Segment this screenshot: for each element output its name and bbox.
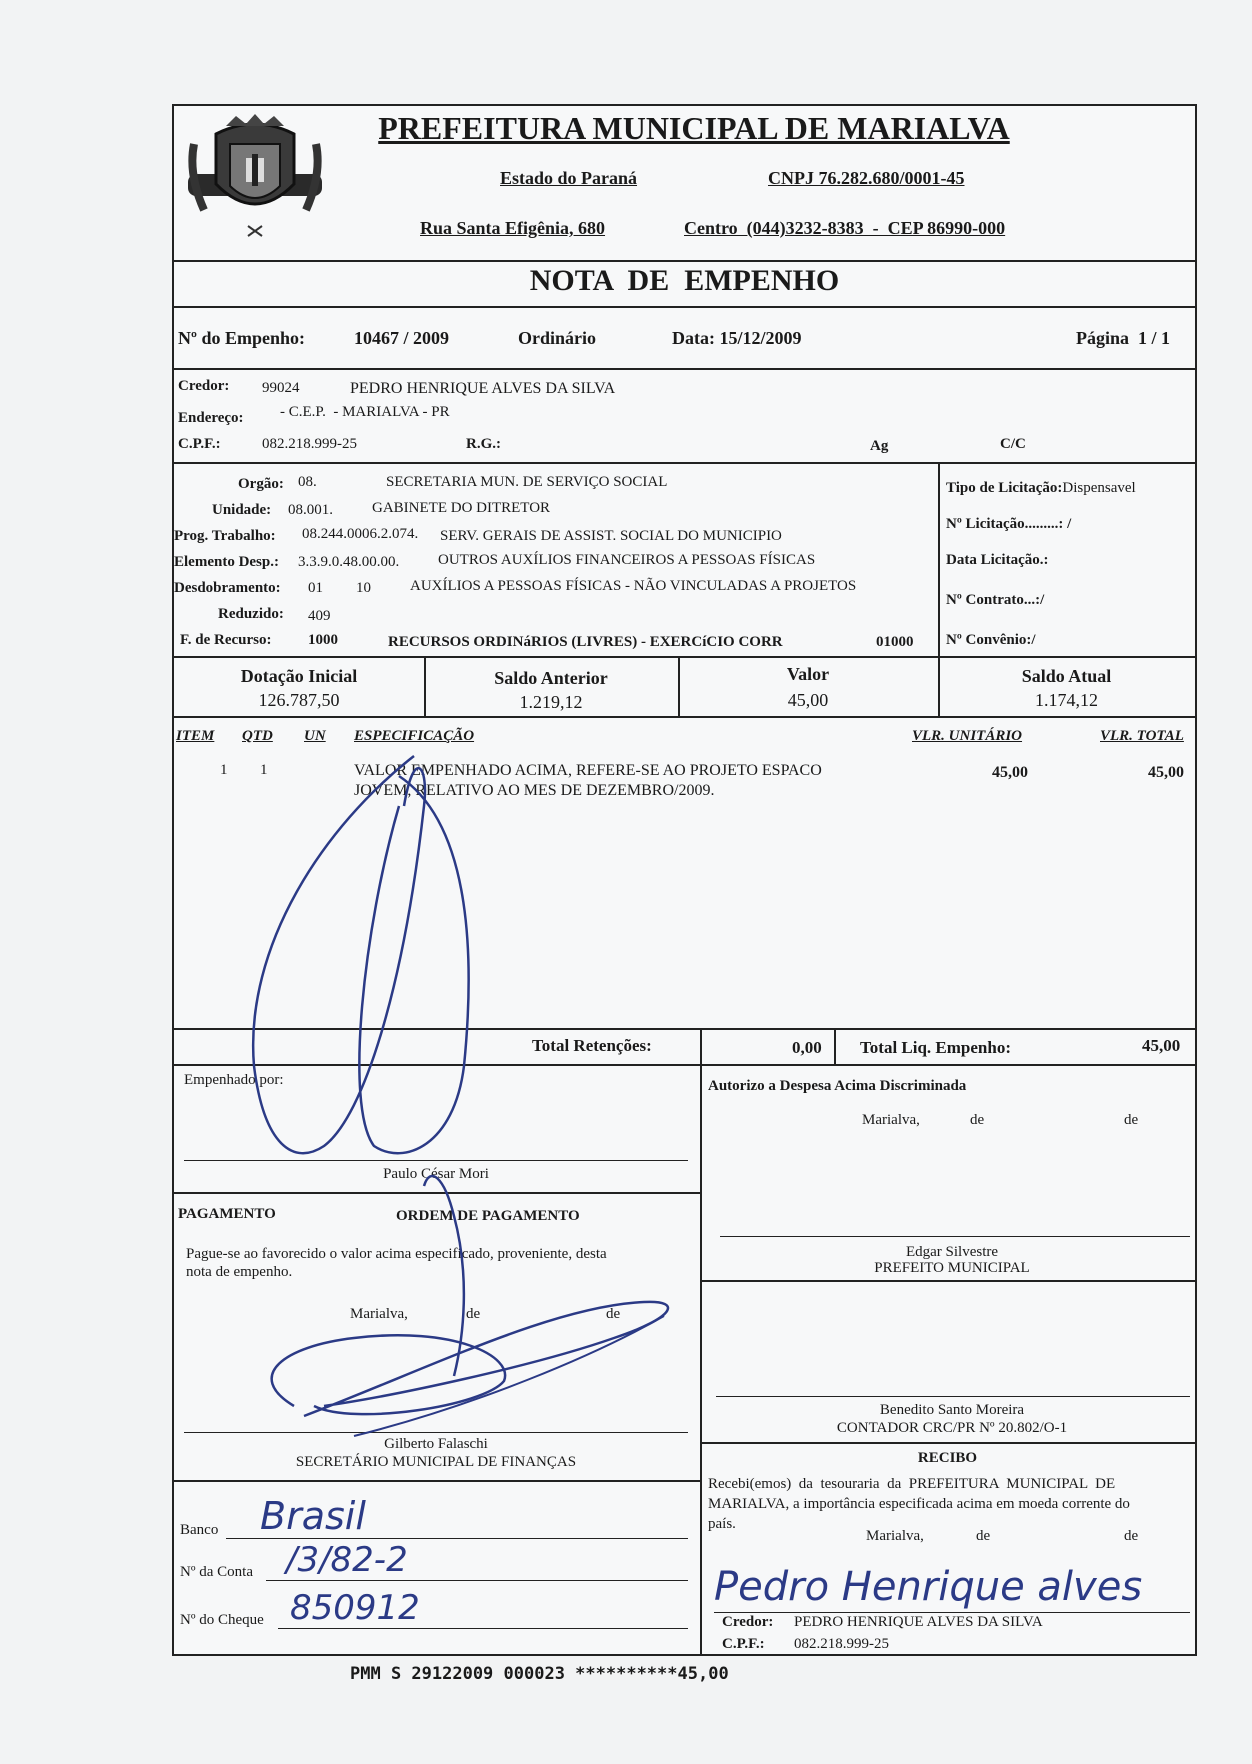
licitacao-type: Tipo de Licitação:Dispensavel — [946, 480, 1136, 496]
pague-se-line2: nota de empenho. — [186, 1264, 293, 1280]
empenhado-por-label: Empenhado por: — [184, 1072, 284, 1088]
saldo-atual-label: Saldo Atual — [1021, 666, 1112, 686]
empenho-date: Data: 15/12/2009 — [672, 328, 802, 348]
reduzido-value: 409 — [308, 608, 331, 624]
col-vlr-unitario: VLR. UNITÁRIO — [912, 728, 1023, 744]
licitacao-number: Nº Licitação.........: / — [946, 516, 1072, 532]
prefeito-name: Edgar Silvestre — [905, 1244, 999, 1260]
elemento-code: 3.3.9.0.48.00.00. — [298, 554, 400, 570]
licitacao-date: Data Licitação.: — [946, 552, 1049, 568]
credor-label: Credor: — [178, 378, 230, 394]
empenho-number: 10467 / 2009 — [354, 328, 450, 348]
col-especificacao: ESPECIFICAÇÃO — [354, 728, 475, 744]
recibo-title: RECIBO — [917, 1450, 978, 1466]
prefeito-title: PREFEITO MUNICIPAL — [874, 1260, 1030, 1276]
col-qtd: QTD — [242, 728, 273, 744]
address-label: Rua Santa Efigênia, 680 — [420, 218, 606, 238]
item-qty: 1 — [260, 762, 268, 778]
cpf-label: C.P.F.: — [178, 436, 221, 452]
contract-number: Nº Contrato...:/ — [946, 592, 1045, 608]
credor-code: 99024 — [262, 380, 300, 396]
total-retencoes-label: Total Retenções: — [532, 1036, 652, 1055]
cheque-label: Nº do Cheque — [180, 1612, 264, 1628]
elemento-desc: OUTROS AUXÍLIOS FINANCEIROS A PESSOAS FÍSICAS — [438, 552, 816, 568]
empenho-type: Ordinário — [518, 328, 597, 348]
unidade-label: Unidade: — [212, 502, 272, 518]
item-unit-value: 45,00 — [992, 764, 1028, 781]
fonte-desc: RECURSOS ORDINáRIOS (LIVRES) - EXERCíCIO CORR — [388, 634, 783, 650]
convenio-number: Nº Convênio:/ — [946, 632, 1036, 648]
orgao-desc: SECRETARIA MUN. DE SERVIÇO SOCIAL — [386, 474, 668, 490]
elemento-label: Elemento Desp.: — [174, 554, 279, 570]
empenho-form — [172, 104, 1197, 1656]
pagamento-label: PAGAMENTO — [178, 1206, 276, 1222]
saldo-atual-value: 1.174,12 — [1035, 690, 1098, 710]
valor-label: Valor — [786, 664, 830, 684]
recibo-cpf-value: 082.218.999-25 — [794, 1636, 889, 1652]
contador-title: CONTADOR CRC/PR Nº 20.802/O-1 — [836, 1420, 1068, 1436]
pague-se-line1: Pague-se ao favorecido o valor acima especificado, proveniente, desta — [186, 1246, 607, 1262]
autoriza-de-2: de — [1124, 1112, 1139, 1128]
total-liquido-value: 45,00 — [1142, 1036, 1181, 1055]
saldo-anterior-value: 1.219,12 — [519, 692, 583, 712]
recibo-line3: país. — [708, 1516, 736, 1532]
orgao-code: 08. — [298, 474, 317, 490]
fonte-num: 01000 — [876, 634, 914, 650]
autoriza-label: Autorizo a Despesa Acima Discriminada — [708, 1078, 967, 1094]
prog-desc: SERV. GERAIS DE ASSIST. SOCIAL DO MUNICIPIO — [440, 528, 782, 544]
fonte-label: F. de Recurso: — [180, 632, 272, 648]
address-field-value: - C.E.P. - MARIALVA - PR — [280, 404, 450, 420]
recibo-line1: Recebi(emos) da tesouraria da PREFEITURA MUNICIPAL DE — [708, 1476, 1116, 1492]
saldo-anterior-label: Saldo Anterior — [494, 668, 608, 688]
desdobramento-a: 01 — [308, 580, 323, 596]
autoriza-de-1: de — [970, 1112, 985, 1128]
recibo-line2: MARIALVA, a importância especificada acima em moeda corrente do — [708, 1496, 1130, 1512]
pagamento-de-1: de — [466, 1306, 481, 1322]
reduzido-label: Reduzido: — [218, 606, 284, 622]
total-retencoes-value: 0,00 — [792, 1038, 822, 1057]
unidade-code: 08.001. — [288, 502, 333, 518]
secretario-title: SECRETÁRIO MUNICIPAL DE FINANÇAS — [295, 1454, 577, 1470]
recibo-city: Marialva, — [866, 1528, 924, 1544]
recibo-de-1: de — [976, 1528, 991, 1544]
banco-handwritten: Brasil — [260, 1494, 366, 1538]
payment-stamp: PMM S 29122009 000023 **********45,00 — [350, 1664, 729, 1684]
dotacao-label: Dotação Inicial — [240, 666, 358, 686]
autoriza-city: Marialva, — [862, 1112, 920, 1128]
desdobramento-desc: AUXÍLIOS A PESSOAS FÍSICAS - NÃO VINCULADAS A PROJETOS — [410, 578, 857, 594]
desdobramento-label: Desdobramento: — [174, 580, 281, 596]
document-title: NOTA DE EMPENHO — [529, 264, 840, 297]
valor-value: 45,00 — [787, 690, 829, 710]
conta-handwritten: /3/82-2 — [286, 1540, 408, 1580]
pagamento-de-2: de — [606, 1306, 621, 1322]
col-un: UN — [304, 728, 326, 744]
pagamento-city: Marialva, — [350, 1306, 408, 1322]
item-desc-line2: JOVEM, RELATIVO AO MES DE DEZEMBRO/2009. — [354, 782, 715, 799]
account-label: C/C — [1000, 436, 1026, 452]
recibo-credor-label: Credor: — [722, 1614, 774, 1630]
contador-name: Benedito Santo Moreira — [879, 1402, 1025, 1418]
empenhado-por-name: Paulo César Mori — [383, 1166, 489, 1182]
address-field-label: Endereço: — [178, 410, 244, 426]
item-total-value: 45,00 — [1148, 764, 1184, 781]
coat-of-arms-logo — [186, 114, 324, 238]
fonte-code: 1000 — [308, 632, 338, 648]
conta-label: Nº da Conta — [180, 1564, 253, 1580]
recibo-cpf-label: C.P.F.: — [722, 1636, 765, 1652]
orgao-label: Orgão: — [238, 476, 284, 492]
contact-label: Centro (044)3232-8383 - CEP 86990-000 — [684, 218, 1006, 238]
cheque-handwritten: 850912 — [290, 1588, 420, 1628]
prog-label: Prog. Trabalho: — [174, 528, 276, 544]
credor-handwritten-signature: Pedro Henrique alves — [714, 1564, 1143, 1610]
rg-label: R.G.: — [466, 436, 501, 452]
credor-name: PEDRO HENRIQUE ALVES DA SILVA — [350, 380, 616, 397]
col-item: ITEM — [176, 728, 215, 744]
recibo-credor-name: PEDRO HENRIQUE ALVES DA SILVA — [794, 1614, 1043, 1630]
page-number: Página 1 / 1 — [1076, 328, 1171, 348]
item-number: 1 — [220, 762, 228, 778]
banco-label: Banco — [180, 1522, 219, 1538]
empenho-number-label: Nº do Empenho: — [178, 328, 305, 348]
municipality-title: PREFEITURA MUNICIPAL DE MARIALVA — [378, 110, 1010, 146]
cpf-value: 082.218.999-25 — [262, 436, 357, 452]
dotacao-value: 126.787,50 — [258, 690, 340, 710]
col-vlr-total: VLR. TOTAL — [1100, 728, 1184, 744]
prog-code: 08.244.0006.2.074. — [302, 526, 419, 542]
recibo-de-2: de — [1124, 1528, 1139, 1544]
cnpj-label: CNPJ 76.282.680/0001-45 — [768, 168, 965, 188]
state-label: Estado do Paraná — [500, 168, 638, 188]
secretario-name: Gilberto Falaschi — [384, 1436, 488, 1452]
item-desc-line1: VALOR EMPENHADO ACIMA, REFERE-SE AO PROJETO ESPACO — [354, 762, 822, 779]
desdobramento-b: 10 — [356, 580, 371, 596]
total-liquido-label: Total Liq. Empenho: — [860, 1038, 1011, 1057]
unidade-desc: GABINETE DO DITRETOR — [372, 500, 551, 516]
ordem-pagamento-label: ORDEM DE PAGAMENTO — [396, 1208, 580, 1224]
agency-label: Ag — [870, 438, 889, 454]
